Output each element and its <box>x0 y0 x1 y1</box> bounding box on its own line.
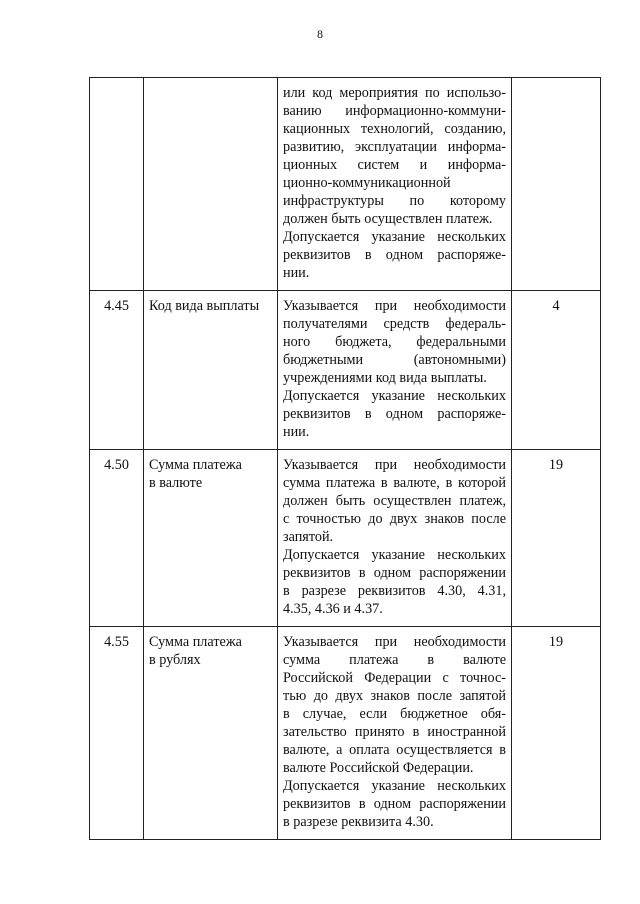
requisite-name-line: Сумма платежа <box>149 457 242 473</box>
description-line: кационных технологий, созданию, <box>283 121 506 137</box>
description-line: тью до двух знаков после запятой <box>283 688 506 704</box>
description-line: Допускается указание нескольких <box>283 778 506 794</box>
description-line: реквизитов в одном распоряже- <box>283 406 506 422</box>
description-line: бюджетными (автономными) <box>283 352 506 368</box>
requisite-name <box>144 450 278 627</box>
description-line: 4.35, 4.36 и 4.37. <box>283 601 383 617</box>
field-length: 4 <box>512 291 601 450</box>
description-line: валюте Российской Федерации. <box>283 760 474 776</box>
description-line: зательство принято в иностранной <box>283 724 506 740</box>
description-line: реквизитов в одном распоряжении <box>283 565 506 581</box>
description-line: сумма платежа в валюте <box>283 652 506 668</box>
requisite-name-line: в валюте <box>149 475 203 491</box>
description-line: в разрезе реквизитов 4.30, 4.31, <box>283 583 506 599</box>
requisite-name <box>144 627 278 840</box>
description-line: реквизитов в одном распоряжении <box>283 796 506 812</box>
description-line: должен быть осуществлен платеж, <box>283 493 506 509</box>
requisite-description <box>278 450 512 627</box>
field-length: 19 <box>512 627 601 840</box>
description-line: или код мероприятия по использо- <box>283 85 506 101</box>
description-line: в разрезе реквизита 4.30. <box>283 814 434 830</box>
description-line: нии. <box>283 424 310 440</box>
description-line: нии. <box>283 265 310 281</box>
table-row <box>90 627 601 840</box>
requisite-description <box>278 291 512 450</box>
description-line: Допускается указание нескольких <box>283 388 506 404</box>
description-line: Российской Федерации с точнос- <box>283 670 506 686</box>
description-line: сумма платежа в валюте, в которой <box>283 475 506 491</box>
requisite-name <box>144 291 278 450</box>
description-line: валюте, а оплата осуществляется в <box>283 742 506 758</box>
field-length <box>512 78 601 291</box>
row-number <box>90 78 144 291</box>
description-line: Указывается при необходимости <box>283 298 506 314</box>
description-line: Допускается указание нескольких <box>283 547 506 563</box>
requisite-name-line: в рублях <box>149 652 201 668</box>
description-line: Указывается при необходимости <box>283 457 506 473</box>
description-line: в случае, если бюджетное обя- <box>283 706 506 722</box>
row-number: 4.45 <box>90 291 144 450</box>
row-number: 4.50 <box>90 450 144 627</box>
description-line: развитию, эксплуатации информа- <box>283 139 506 155</box>
description-line: должен быть осуществлен платеж. <box>283 211 493 227</box>
description-line: инфраструктуры по которому <box>283 193 506 209</box>
description-line: запятой. <box>283 529 334 545</box>
requisite-description <box>278 78 512 291</box>
description-line: Допускается указание нескольких <box>283 229 506 245</box>
description-line: ционных систем и информа- <box>283 157 506 173</box>
requisite-description <box>278 627 512 840</box>
description-line: учреждениями код вида выплаты. <box>283 370 487 386</box>
requisite-name-line: Сумма платежа <box>149 634 242 650</box>
table-row <box>90 450 601 627</box>
description-line: реквизитов в одном распоряже- <box>283 247 506 263</box>
description-line: ного бюджета, федеральными <box>283 334 506 350</box>
table-row <box>90 291 601 450</box>
field-length: 19 <box>512 450 601 627</box>
description-line: Указывается при необходимости <box>283 634 506 650</box>
description-line: с точностью до двух знаков после <box>283 511 506 527</box>
description-line: получателями средств федераль- <box>283 316 506 332</box>
page-number: 8 <box>317 27 323 41</box>
table-row <box>90 78 601 291</box>
row-number: 4.55 <box>90 627 144 840</box>
requisite-name <box>144 78 278 291</box>
description-line: ванию информационно-коммуни- <box>283 103 506 119</box>
requisites-table <box>89 77 601 840</box>
description-line: ционно-коммуникационной <box>283 175 451 191</box>
requisite-name-line: Код вида выплаты <box>149 298 260 314</box>
